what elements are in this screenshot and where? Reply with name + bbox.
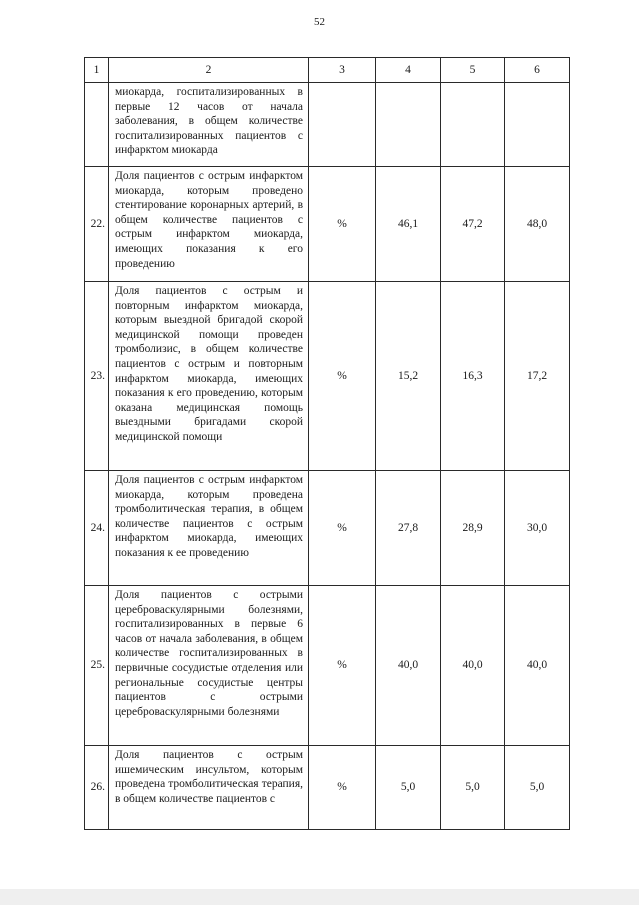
table-row xyxy=(85,282,570,471)
row-number: 25. xyxy=(85,586,109,746)
row-value-1: 5,0 xyxy=(376,746,441,830)
header-cell-unit: 3 xyxy=(309,58,376,83)
row-value-1: 40,0 xyxy=(376,586,441,746)
row-number: 22. xyxy=(85,167,109,282)
header-cell-description: 2 xyxy=(109,58,309,83)
row-description: Доля пациентов с острым инфарктом миокарда, которым проведено стентирование коронарных артерий, в общем количестве пациентов с острым инфарктом миокарда, имеющих показания к его проведению xyxy=(109,167,309,282)
row-value-1: 15,2 xyxy=(376,282,441,471)
row-number xyxy=(85,83,109,167)
table-row xyxy=(85,586,570,746)
row-description: Доля пациентов с острым и повторным инфарктом миокарда, которым выездной бригадой скорой медицинской помощи проведен тромболизис, в общем количестве пациентов с острым и повторным инфарктом миокарда, имеющих показания к его проведению, которым оказана медицинская помощь выездными бригадами скорой медицинской помощи xyxy=(109,282,309,471)
row-value-2: 5,0 xyxy=(441,746,505,830)
row-value-3 xyxy=(505,83,570,167)
table-header-row xyxy=(85,58,570,83)
row-value-1 xyxy=(376,83,441,167)
row-number: 23. xyxy=(85,282,109,471)
row-description: миокарда, госпитализированных в первые 12 часов от начала заболевания, в общем количестве госпитализированных пациентов с инфарктом миокарда xyxy=(109,83,309,167)
row-value-3: 40,0 xyxy=(505,586,570,746)
row-unit: % xyxy=(309,746,376,830)
row-value-2 xyxy=(441,83,505,167)
row-unit: % xyxy=(309,167,376,282)
row-value-1: 27,8 xyxy=(376,471,441,586)
row-description: Доля пациентов с острым инфарктом миокарда, которым проведена тромболитическая терапия, в общем количестве пациентов с острым инфарктом миокарда, имеющих показания к ее проведению xyxy=(109,471,309,586)
row-value-3: 48,0 xyxy=(505,167,570,282)
header-cell-number: 1 xyxy=(85,58,109,83)
row-value-2: 28,9 xyxy=(441,471,505,586)
row-value-2: 16,3 xyxy=(441,282,505,471)
row-number: 26. xyxy=(85,746,109,830)
indicators-table xyxy=(84,57,570,830)
scan-bottom-edge xyxy=(0,889,639,905)
table-row xyxy=(85,471,570,586)
row-description: Доля пациентов с острым ишемическим инсультом, которым проведена тромболитическая терапия, в общем количестве пациентов с xyxy=(109,746,309,830)
header-cell-value-2: 5 xyxy=(441,58,505,83)
header-cell-value-1: 4 xyxy=(376,58,441,83)
header-cell-value-3: 6 xyxy=(505,58,570,83)
row-value-3: 30,0 xyxy=(505,471,570,586)
row-value-2: 40,0 xyxy=(441,586,505,746)
row-unit: % xyxy=(309,282,376,471)
table-row xyxy=(85,83,570,167)
row-number: 24. xyxy=(85,471,109,586)
row-unit xyxy=(309,83,376,167)
row-unit: % xyxy=(309,586,376,746)
row-value-3: 5,0 xyxy=(505,746,570,830)
row-value-1: 46,1 xyxy=(376,167,441,282)
row-unit: % xyxy=(309,471,376,586)
table-row xyxy=(85,167,570,282)
table-row xyxy=(85,746,570,830)
page-number: 52 xyxy=(314,16,325,28)
row-description: Доля пациентов с острыми цереброваскулярными болезнями, госпитализированных в первые 6 часов от начала заболевания, в общем количестве госпитализированных в первичные сосудистые отделения или региональные сосудистые центры пациентов с острыми цереброваскулярными болезнями xyxy=(109,586,309,746)
row-value-3: 17,2 xyxy=(505,282,570,471)
row-value-2: 47,2 xyxy=(441,167,505,282)
